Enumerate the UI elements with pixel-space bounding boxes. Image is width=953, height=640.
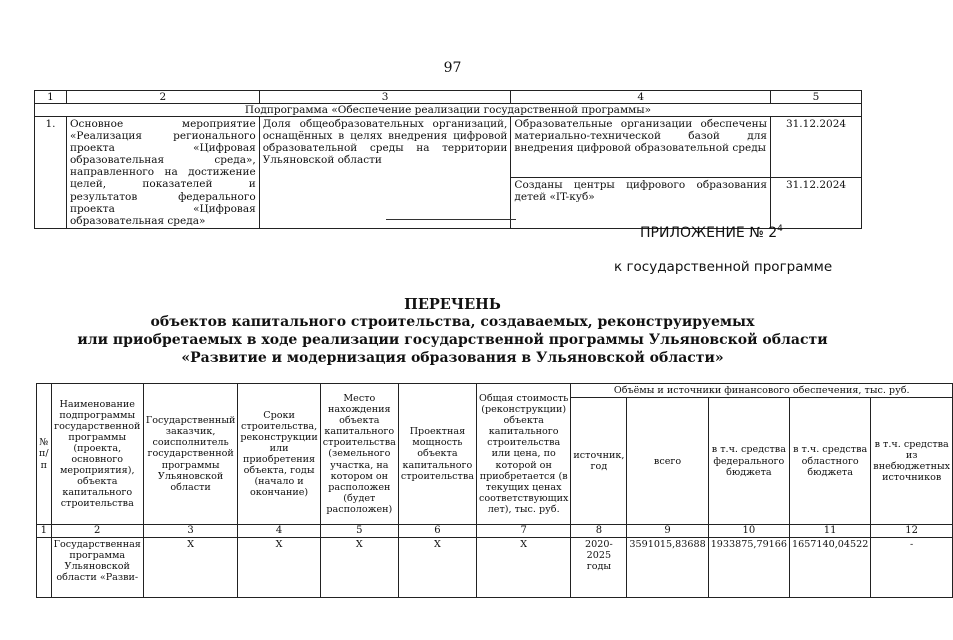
result-cell: Образовательные организации обеспечены материально-технической базой для внедрения цифровой образовательной среды: [511, 117, 771, 178]
header-terms: Сроки строительства, реконструкции или приобретения объекта, годы (начало и окончание): [238, 384, 320, 525]
date-cell: 31.12.2024: [771, 117, 862, 178]
header-total: всего: [627, 398, 708, 525]
table-row: [37, 537, 953, 597]
cost-cell: X: [476, 537, 570, 597]
appendix-label: ПРИЛОЖЕНИЕ № $2^4$: [640, 224, 783, 241]
document-title-line: или приобретаемых в ходе реализации государственной программы Ульяновской области: [77, 332, 828, 348]
customer-cell: X: [143, 537, 238, 597]
col-number: 6: [398, 525, 476, 538]
column-number-row: [37, 525, 953, 538]
header-source: источник, год: [571, 398, 627, 525]
event-results-table: [34, 90, 862, 229]
appendix-superscript: 4: [777, 224, 783, 234]
appendix-subtitle: к государственной программе: [614, 259, 833, 275]
program-name-cell: Государственная программа Ульяновской области «Разви-: [51, 537, 143, 597]
extra-cell: -: [871, 537, 953, 597]
header-location: Место нахождения объекта капитального строительства (земельного участка, на котором он расположен (будет расположен): [320, 384, 398, 525]
col-number: 4: [511, 91, 771, 104]
col-number: 3: [143, 525, 238, 538]
header-num: № п/п: [37, 384, 52, 525]
indicator-cell: Доля общеобразовательных организаций, оснащённых в целях внедрения цифровой образовательной среды на территории Ульяновской области: [259, 117, 511, 229]
col-number: 9: [627, 525, 708, 538]
document-title: ПЕРЕЧЕНЬ: [404, 296, 501, 313]
row-number: 1.: [35, 117, 67, 229]
col-number: 10: [708, 525, 789, 538]
page-number: 97: [443, 60, 462, 76]
header-cost: Общая стоимость (реконструкции) объекта капитального строительства или цена, по которой он приобретается (в текущих ценах соответствующих лет), тыс. руб.: [476, 384, 570, 525]
source-cell: 2020-2025 годы: [571, 537, 627, 597]
table-row: [35, 117, 862, 178]
header-federal: в т.ч. средства федерального бюджета: [708, 398, 789, 525]
col-number: 11: [790, 525, 871, 538]
row-number: [37, 537, 52, 597]
separator-line: [386, 219, 516, 220]
col-number: 1: [35, 91, 67, 104]
capital-construction-table: [36, 383, 953, 598]
document-title-line: «Развитие и модернизация образования в Ульяновской области»: [181, 350, 724, 366]
column-number-row: [35, 91, 862, 104]
header-name: Наименование подпрограммы государственной программы (проекта, основного мероприятия), объекта капитального строительства: [51, 384, 143, 525]
regional-cell: 1657140,04522: [790, 537, 871, 597]
location-cell: X: [320, 537, 398, 597]
subprogram-title: Подпрограмма «Обеспечение реализации государственной программы»: [35, 104, 862, 117]
col-number: 3: [259, 91, 511, 104]
date-cell: 31.12.2024: [771, 177, 862, 228]
header-funding: Объёмы и источники финансового обеспечения, тыс. руб.: [571, 384, 953, 398]
terms-cell: X: [238, 537, 320, 597]
federal-cell: 1933875,79166: [708, 537, 789, 597]
header-extra: в т.ч. средства из внебюджетных источников: [871, 398, 953, 525]
total-cell: 3591015,83688: [627, 537, 708, 597]
col-number: 2: [51, 525, 143, 538]
result-cell: Созданы центры цифрового образования детей «IT-куб»: [511, 177, 771, 228]
col-number: 2: [66, 91, 259, 104]
col-number: 5: [771, 91, 862, 104]
document-title-line: объектов капитального строительства, создаваемых, реконструируемых: [150, 314, 755, 330]
header-capacity: Проектная мощность объекта капитального строительства: [398, 384, 476, 525]
capacity-cell: X: [398, 537, 476, 597]
col-number: 7: [476, 525, 570, 538]
col-number: 5: [320, 525, 398, 538]
header-customer: Государственный заказчик, соисполнитель государственной программы Ульяновской области: [143, 384, 238, 525]
col-number: 4: [238, 525, 320, 538]
event-cell: Основное мероприятие «Реализация регионального проекта «Цифровая образовательная среда», направленного на достижение целей, показателей и результатов федерального проекта «Цифровая образовательная среда»: [66, 117, 259, 229]
header-regional: в т.ч. средства областного бюджета: [790, 398, 871, 525]
col-number: 1: [37, 525, 52, 538]
col-number: 8: [571, 525, 627, 538]
col-number: 12: [871, 525, 953, 538]
